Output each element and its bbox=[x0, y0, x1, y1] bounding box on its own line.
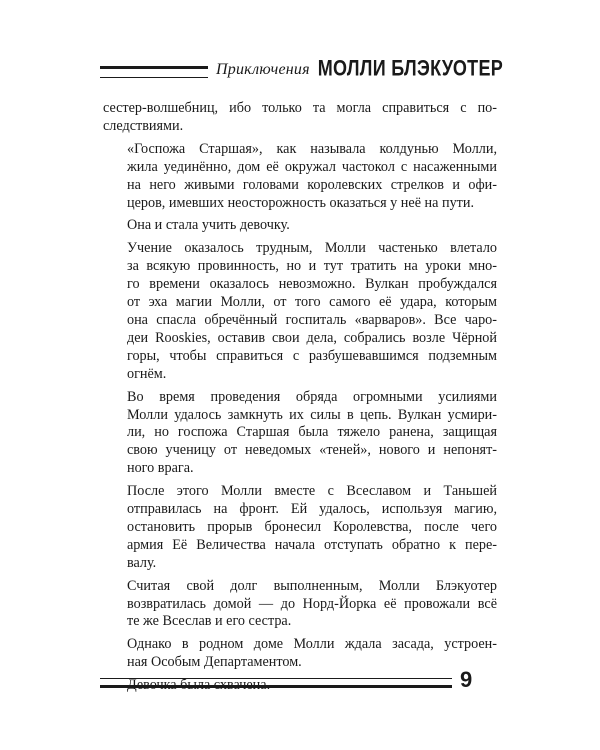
paragraph bbox=[103, 141, 497, 213]
text-line: Учение оказалось трудным, Молли частенько влетало bbox=[127, 240, 497, 257]
paragraph bbox=[103, 100, 497, 136]
text-line: «Госпожа Старшая», как называла колдунью Молли, bbox=[127, 140, 497, 157]
paragraph bbox=[103, 483, 497, 573]
paragraph bbox=[103, 636, 497, 672]
paragraph bbox=[103, 578, 497, 632]
text-line: После этого Молли вместе с Всеславом и Таньшей bbox=[127, 483, 497, 500]
text-line: возвратилась домой — до Норд-Йорка её провожали всё bbox=[127, 595, 497, 612]
text-line: за всякую провинность, но и тут тратить на уроки мно- bbox=[127, 258, 497, 275]
text-line: сестер-волшебниц, ибо только та могла справиться с по- bbox=[103, 100, 497, 116]
text-line: Считая свой долг выполненным, Молли Блэкуотер bbox=[127, 577, 497, 594]
series-name: Приключения bbox=[216, 61, 310, 78]
text-line: Молли удалось замкнуть их силы в цепь. Вулкан усмири- bbox=[127, 406, 497, 423]
header-title bbox=[216, 55, 504, 81]
page-footer bbox=[100, 668, 500, 698]
body-text bbox=[103, 100, 497, 700]
text-line: следствиями. bbox=[103, 117, 184, 134]
text-line: армия Её Величества начала отступать обратно к пере- bbox=[127, 536, 497, 553]
text-line: Она и стала учить девочку. bbox=[127, 217, 290, 234]
text-line: горы, чтобы справиться с разбушевавшимся подземным bbox=[127, 347, 497, 364]
header-rule bbox=[100, 66, 208, 78]
text-line: ная Особым Департаментом. bbox=[127, 654, 302, 671]
text-line: церов, имевших неосторожность оказаться у неё на пути. bbox=[127, 194, 475, 211]
running-header bbox=[100, 55, 504, 88]
text-line: Девочка была схвачена. bbox=[127, 677, 271, 694]
text-line: свою ученицу от неведомых «теней», нового и непонят- bbox=[127, 442, 497, 459]
text-line: жила уединённо, дом её окружал частокол с насаженными bbox=[127, 158, 497, 175]
text-line: от эха магии Молли, от того самого её удара, которым bbox=[127, 294, 497, 311]
text-line: ного врага. bbox=[127, 460, 194, 477]
text-line: валу. bbox=[127, 554, 157, 571]
page-number: 9 bbox=[460, 667, 473, 692]
text-line: на него живыми головами королевских стрелков и офи- bbox=[127, 176, 497, 193]
text-line: остановить прорыв бронесил Королевства, после чего bbox=[127, 518, 497, 535]
book-title: МОЛЛИ БЛЭКУОТЕР bbox=[317, 55, 504, 81]
text-line: деи Rooskies, оставив свои дела, собрались возле Чёрной bbox=[127, 329, 497, 346]
text-line: те же Всеслав и его сестра. bbox=[127, 613, 292, 630]
text-line: огнём. bbox=[127, 365, 167, 382]
text-line: го времени оказалось невозможно. Вулкан пробуждался bbox=[127, 276, 497, 293]
text-line: она спасла обречённый госпиталь «варваров». Все чаро- bbox=[127, 311, 497, 328]
text-line: Во время проведения обряда огромными усилиями bbox=[127, 388, 497, 405]
text-line: отправилась на фронт. Ей удалось, используя магию, bbox=[127, 501, 497, 518]
paragraph bbox=[103, 217, 497, 235]
text-line: Однако в родном доме Молли ждала засада, устроен- bbox=[127, 636, 497, 653]
footer-rule bbox=[100, 678, 452, 688]
paragraph bbox=[103, 240, 497, 383]
paragraph bbox=[103, 389, 497, 479]
text-line: ли, но госпожа Старшая была тяжело ранена, защищая bbox=[127, 424, 497, 441]
